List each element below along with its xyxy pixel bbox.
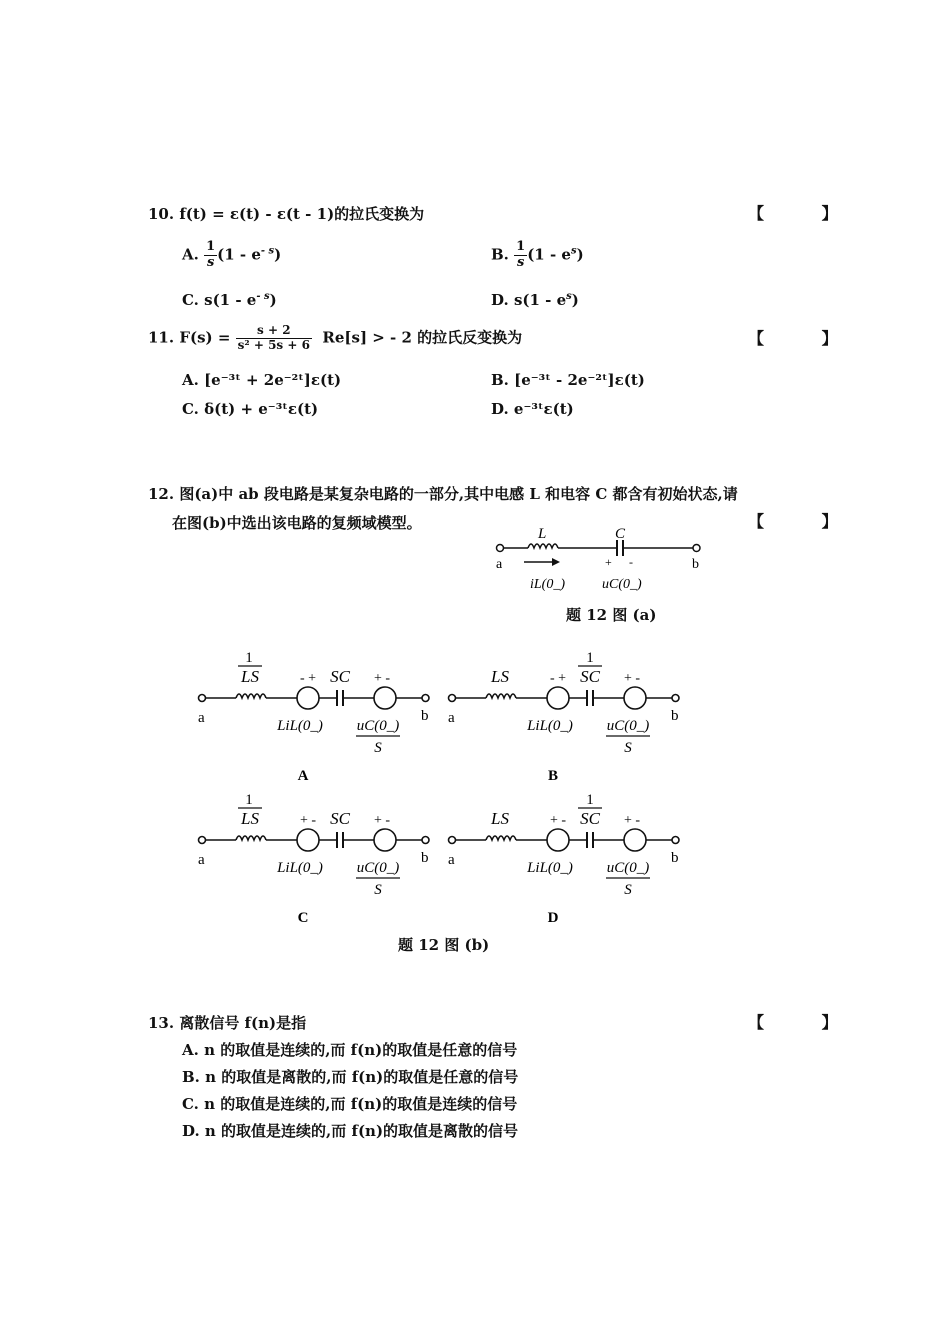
source2-frac-num: uC(0_) xyxy=(356,860,400,876)
inductor-frac-num: 1 xyxy=(245,650,253,666)
q12-stem-line1: 12. 图(a)中 ab 段电路是某复杂电路的一部分,其中电感 L 和电容 C 都含有初始状态,请 xyxy=(148,485,738,503)
option-letter: A xyxy=(297,768,309,784)
q12-stem-line2: 在图(b)中选出该电路的复频域模型。 xyxy=(172,514,422,532)
q13-option-d[interactable]: D. n 的取值是连续的,而 f(n)的取值是离散的信号 xyxy=(182,1122,519,1140)
source1-label: LiL(0_) xyxy=(277,718,323,734)
capacitor-frac-den: SC xyxy=(580,667,600,686)
source2-frac-den: S xyxy=(374,740,382,756)
q12-caption-a: 题 12 图 (a) xyxy=(566,606,657,624)
terminal-b xyxy=(672,695,679,702)
node-a-label: a xyxy=(448,710,455,726)
q12-answer-bracket[interactable]: 【 】 xyxy=(748,512,864,531)
q12-circuit-option-b xyxy=(448,650,679,784)
q10-option-d[interactable]: D. $s(1 - e^s)$ xyxy=(491,291,579,309)
q13-stem: 13. 离散信号 f(n)是指 xyxy=(148,1014,307,1032)
terminal-b xyxy=(422,837,429,844)
inductor-symbol xyxy=(486,836,516,840)
inductor-impedance-label: LS xyxy=(491,809,509,828)
source2-frac-num: uC(0_) xyxy=(356,718,400,734)
source2-frac-den: S xyxy=(374,882,382,898)
source1-polarity: - + xyxy=(549,671,567,686)
capacitor-frac-num: 1 xyxy=(586,792,594,808)
inductor-frac-den: LS xyxy=(241,809,259,828)
source1-polarity: - + xyxy=(299,671,317,686)
inductor-symbol xyxy=(486,694,516,698)
q10-option-c[interactable]: C. $s(1 - e^{- s})$ xyxy=(182,291,277,309)
q13-answer-bracket[interactable]: 【 】 xyxy=(748,1013,864,1032)
voltage-source-uc xyxy=(374,687,396,709)
capacitor-frac-num: 1 xyxy=(586,650,594,666)
source1-label: LiL(0_) xyxy=(527,860,573,876)
q12-caption-b: 题 12 图 (b) xyxy=(398,936,490,954)
node-a-label: a xyxy=(198,710,205,726)
option-letter: C xyxy=(297,910,309,926)
q12-circuit-option-d xyxy=(448,792,679,926)
q11-answer-bracket[interactable]: 【 】 xyxy=(748,329,864,348)
voltage-source-li xyxy=(297,687,319,709)
capacitor-impedance-label: SC xyxy=(330,809,350,828)
terminal-a xyxy=(449,837,456,844)
inductor-frac-num: 1 xyxy=(245,792,253,808)
q12-figure-a xyxy=(490,522,710,602)
q11-option-d[interactable]: D. e⁻³ᵗε(t) xyxy=(491,400,574,418)
source2-polarity: + - xyxy=(623,671,641,686)
terminal-b xyxy=(672,837,679,844)
terminal-a xyxy=(199,837,206,844)
source2-frac-den: S xyxy=(624,882,632,898)
q12-circuit-option-c xyxy=(198,792,429,926)
voltage-source-uc xyxy=(374,829,396,851)
cap-plus-sign: + xyxy=(605,555,612,569)
voltage-source-uc xyxy=(624,829,646,851)
node-b-label: b xyxy=(671,850,679,866)
q10-answer-bracket[interactable]: 【 】 xyxy=(748,204,864,223)
node-b-label: b xyxy=(421,708,429,724)
source2-frac-den: S xyxy=(624,740,632,756)
source2-polarity: + - xyxy=(373,671,391,686)
capacitor-impedance-label: SC xyxy=(330,667,350,686)
q11-option-c[interactable]: C. δ(t) + e⁻³ᵗε(t) xyxy=(182,400,319,418)
voltage-source-li xyxy=(547,687,569,709)
inductor-symbol xyxy=(528,544,558,548)
terminal-b xyxy=(693,545,700,552)
q10-stem: 10. f(t) = ε(t) - ε(t - 1)的拉氏变换为 xyxy=(148,205,425,223)
source2-polarity: + - xyxy=(373,813,391,828)
source1-label: LiL(0_) xyxy=(527,718,573,734)
inductor-impedance-label: LS xyxy=(491,667,509,686)
q12-figure-b xyxy=(190,648,700,938)
source1-label: LiL(0_) xyxy=(277,860,323,876)
voltage-source-li xyxy=(297,829,319,851)
terminal-a xyxy=(449,695,456,702)
q12-circuit-option-a xyxy=(198,650,429,784)
q11-option-a[interactable]: A. [e⁻³ᵗ + 2e⁻²ᵗ]ε(t) xyxy=(182,371,342,389)
inductor-symbol xyxy=(236,694,266,698)
inductor-frac-den: LS xyxy=(241,667,259,686)
node-a-label: a xyxy=(496,557,503,572)
uc-initial-label: uC(0_) xyxy=(602,577,642,592)
inductor-symbol xyxy=(236,836,266,840)
terminal-b xyxy=(422,695,429,702)
q13-option-a[interactable]: A. n 的取值是连续的,而 f(n)的取值是任意的信号 xyxy=(182,1041,518,1059)
source1-polarity: + - xyxy=(299,813,317,828)
node-a-label: a xyxy=(448,852,455,868)
source1-polarity: + - xyxy=(549,813,567,828)
node-a-label: a xyxy=(198,852,205,868)
node-b-label: b xyxy=(671,708,679,724)
q10-option-a[interactable]: A. $\frac{1}{s}$ $(1 - e^{- s})$ xyxy=(182,239,282,270)
q11-stem: 11. F(s) = $\frac{s + 2}{\text{s² + 5s + 6}}$ Re[s] > - 2 的拉氏反变换为 xyxy=(148,323,523,352)
node-b-label: b xyxy=(421,850,429,866)
source2-frac-num: uC(0_) xyxy=(606,718,650,734)
q11-option-b[interactable]: B. [e⁻³ᵗ - 2e⁻²ᵗ]ε(t) xyxy=(491,371,645,389)
option-letter: B xyxy=(547,768,559,784)
voltage-source-li xyxy=(547,829,569,851)
source2-polarity: + - xyxy=(623,813,641,828)
terminal-a xyxy=(497,545,504,552)
option-letter: D xyxy=(547,910,559,926)
q13-option-b[interactable]: B. n 的取值是离散的,而 f(n)的取值是任意的信号 xyxy=(182,1068,519,1086)
capacitor-frac-den: SC xyxy=(580,809,600,828)
q10-option-b[interactable]: B. $\frac{1}{s}$ $(1 - e^s)$ xyxy=(491,239,584,270)
q13-option-c[interactable]: C. n 的取值是连续的,而 f(n)的取值是连续的信号 xyxy=(182,1095,518,1113)
terminal-a xyxy=(199,695,206,702)
inductor-label: L xyxy=(538,526,547,542)
node-b-label: b xyxy=(692,557,699,572)
voltage-source-uc xyxy=(624,687,646,709)
cap-minus-sign: - xyxy=(629,555,633,569)
source2-frac-num: uC(0_) xyxy=(606,860,650,876)
capacitor-label: C xyxy=(615,526,626,542)
il-initial-label: iL(0_) xyxy=(530,577,565,592)
